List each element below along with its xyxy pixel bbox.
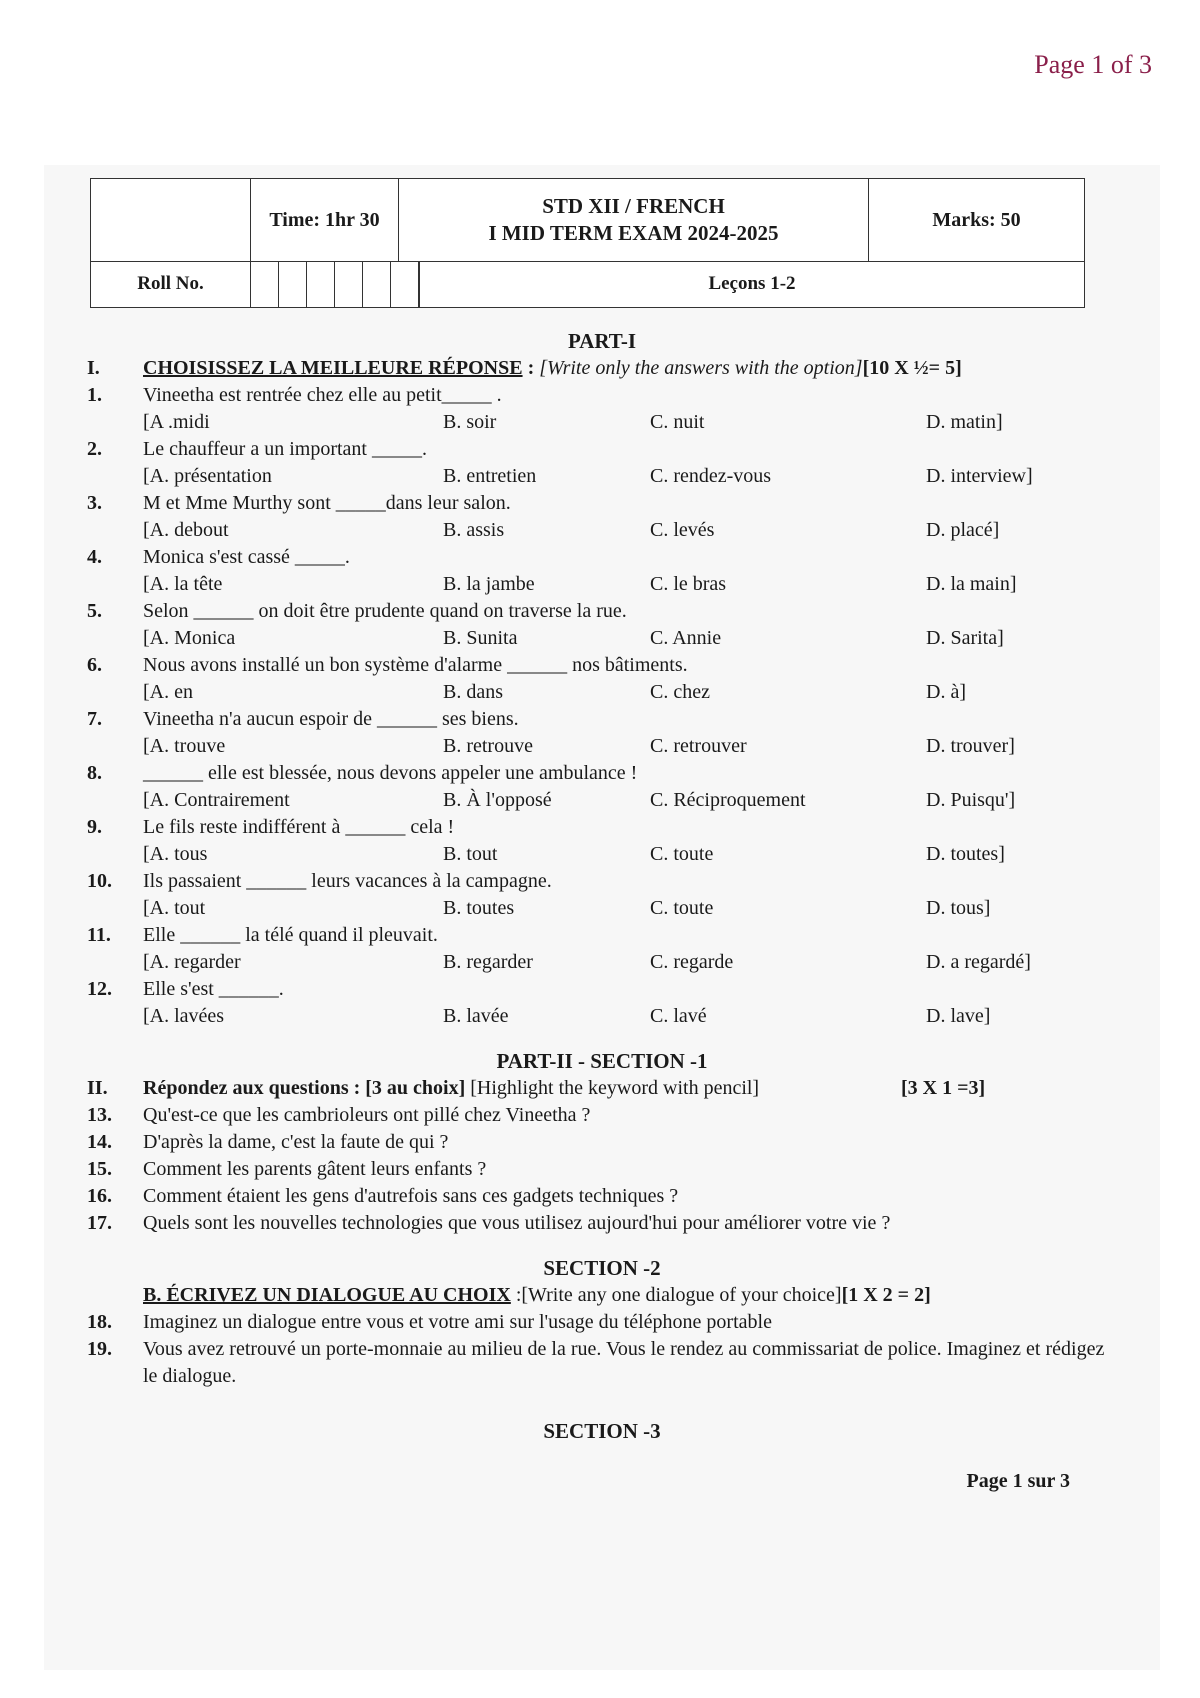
section2-instruction-marks: [1 X 2 = 2] xyxy=(841,1284,931,1306)
mcq-question xyxy=(87,922,1117,949)
mcq-options xyxy=(87,733,1117,760)
mcq-option[interactable]: [A. Contrairement xyxy=(143,789,290,811)
question-number: 11. xyxy=(87,924,111,946)
mcq-option[interactable]: D. lave] xyxy=(926,1005,991,1027)
roll-box[interactable] xyxy=(335,261,363,307)
part2-instruction-main: Répondez aux questions : [3 au choix] xyxy=(143,1077,466,1099)
question-number: 6. xyxy=(87,654,102,676)
exam-header-table xyxy=(90,178,1085,308)
mcq-options xyxy=(87,1003,1117,1030)
mcq-option[interactable]: B. la jambe xyxy=(443,573,535,595)
mcq-question xyxy=(87,544,1117,571)
mcq-option[interactable]: D. matin] xyxy=(926,411,1003,433)
mcq-question xyxy=(87,760,1117,787)
mcq-options xyxy=(87,571,1117,598)
mcq-option[interactable]: D. la main] xyxy=(926,573,1017,595)
header-blank-cell xyxy=(91,179,251,261)
question-text: Qu'est-ce que les cambrioleurs ont pillé chez Vineetha ? xyxy=(143,1104,591,1126)
mcq-list xyxy=(87,382,1117,1030)
question-number: 2. xyxy=(87,438,102,460)
mcq-question xyxy=(87,490,1117,517)
part1-roman: I. xyxy=(87,357,100,379)
roll-box[interactable] xyxy=(307,261,335,307)
mcq-option[interactable]: [A. tous xyxy=(143,843,208,865)
question-text: Vineetha est rentrée chez elle au petit_____ . xyxy=(143,384,502,406)
mcq-option[interactable]: B. À l'opposé xyxy=(443,789,552,811)
question-text: Ils passaient ______ leurs vacances à la campagne. xyxy=(143,870,552,892)
part2-instruction xyxy=(87,1075,1117,1102)
mcq-option[interactable]: C. Réciproquement xyxy=(650,789,806,811)
question-number: 16. xyxy=(87,1185,112,1207)
question-number: 17. xyxy=(87,1212,112,1234)
mcq-option[interactable]: C. nuit xyxy=(650,411,705,433)
mcq-option[interactable]: [A. lavées xyxy=(143,1005,225,1027)
page-counter: Page 1 of 3 xyxy=(1034,50,1152,79)
question-text: Comment étaient les gens d'autrefois sans ces gadgets techniques ? xyxy=(143,1185,679,1207)
roll-box[interactable] xyxy=(363,261,391,307)
mcq-option[interactable]: D. interview] xyxy=(926,465,1033,487)
mcq-option[interactable]: C. retrouver xyxy=(650,735,747,757)
mcq-option[interactable]: D. tous] xyxy=(926,897,991,919)
mcq-option[interactable]: C. lavé xyxy=(650,1005,707,1027)
question-text: D'après la dame, c'est la faute de qui ? xyxy=(143,1131,449,1153)
mcq-option[interactable]: C. rendez-vous xyxy=(650,465,772,487)
mcq-options xyxy=(87,463,1117,490)
mcq-option[interactable]: [A .midi xyxy=(143,411,210,433)
mcq-options xyxy=(87,787,1117,814)
part1-instruction-main: CHOISISSEZ LA MEILLEURE RÉPONSE xyxy=(143,357,523,379)
mcq-options xyxy=(87,841,1117,868)
mcq-option[interactable]: [A. en xyxy=(143,681,193,703)
mcq-option[interactable]: [A. Monica xyxy=(143,627,236,649)
mcq-option[interactable]: B. entretien xyxy=(443,465,537,487)
mcq-option[interactable]: [A. trouve xyxy=(143,735,226,757)
mcq-option[interactable]: [A. la tête xyxy=(143,573,223,595)
mcq-option[interactable]: D. Puisqu'] xyxy=(926,789,1016,811)
mcq-option[interactable]: C. regarde xyxy=(650,951,734,973)
exam-time: Time: 1hr 30 xyxy=(251,179,399,261)
question-text: Vineetha n'a aucun espoir de ______ ses biens. xyxy=(143,708,519,730)
question-number: 1. xyxy=(87,384,102,406)
mcq-option[interactable]: [A. présentation xyxy=(143,465,272,487)
mcq-option[interactable]: B. Sunita xyxy=(443,627,518,649)
mcq-options xyxy=(87,679,1117,706)
mcq-question xyxy=(87,652,1117,679)
part1-instruction-marks: [10 X ½= 5] xyxy=(862,357,962,379)
exam-content xyxy=(87,328,1117,1445)
mcq-option[interactable]: [A. debout xyxy=(143,519,229,541)
question-text: Le chauffeur a un important _____. xyxy=(143,438,427,460)
question-number: 8. xyxy=(87,762,102,784)
question-text: Vous avez retrouvé un porte-monnaie au milieu de la rue. Vous le rendez au commissariat de police. Imaginez et rédigez le dialogue. xyxy=(143,1338,1105,1387)
question-item xyxy=(87,1309,1117,1336)
mcq-option[interactable]: C. toute xyxy=(650,843,714,865)
exam-marks: Marks: 50 xyxy=(932,208,1021,231)
mcq-option[interactable]: B. assis xyxy=(443,519,505,541)
mcq-option[interactable]: D. Sarita] xyxy=(926,627,1004,649)
mcq-option[interactable]: B. tout xyxy=(443,843,498,865)
exam-title-line1: STD XII / FRENCH xyxy=(542,194,725,218)
roll-box[interactable] xyxy=(391,261,419,307)
question-item xyxy=(87,1336,1117,1390)
mcq-question xyxy=(87,382,1117,409)
question-text: Quels sont les nouvelles technologies que vous utilisez aujourd'hui pour améliorer votre vie ? xyxy=(143,1212,891,1234)
question-number: 15. xyxy=(87,1158,112,1180)
mcq-question xyxy=(87,868,1117,895)
part2-instruction-note: [Highlight the keyword with pencil] xyxy=(465,1077,760,1099)
roll-box[interactable] xyxy=(251,261,279,307)
part2-instruction-marks: [3 X 1 =3] xyxy=(901,1077,986,1099)
mcq-options xyxy=(87,409,1117,436)
roll-box[interactable] xyxy=(279,261,307,307)
question-number: 14. xyxy=(87,1131,112,1153)
mcq-option[interactable]: B. retrouve xyxy=(443,735,533,757)
mcq-option[interactable]: B. dans xyxy=(443,681,503,703)
question-item xyxy=(87,1102,1117,1129)
mcq-option[interactable]: D. toutes] xyxy=(926,843,1005,865)
question-text: M et Mme Murthy sont _____dans leur salon. xyxy=(143,492,511,514)
mcq-option[interactable]: D. à] xyxy=(926,681,966,703)
section3-heading: SECTION -3 xyxy=(543,1419,661,1443)
exam-title xyxy=(399,179,869,261)
question-text: Nous avons installé un bon système d'alarme ______ nos bâtiments. xyxy=(143,654,688,676)
mcq-option[interactable]: B. regarder xyxy=(443,951,533,973)
mcq-option[interactable]: B. toutes xyxy=(443,897,515,919)
question-item xyxy=(87,1210,1117,1237)
section2-instruction xyxy=(87,1282,1117,1309)
mcq-option[interactable]: C. Annie xyxy=(650,627,722,649)
mcq-option[interactable]: C. levés xyxy=(650,519,715,541)
question-text: Comment les parents gâtent leurs enfants ? xyxy=(143,1158,487,1180)
question-number: 18. xyxy=(87,1311,112,1333)
mcq-question xyxy=(87,598,1117,625)
section2-instruction-main: B. ÉCRIVEZ UN DIALOGUE AU CHOIX xyxy=(143,1284,511,1306)
roll-number-boxes[interactable] xyxy=(251,261,419,307)
mcq-options xyxy=(87,895,1117,922)
exam-title-line2: I MID TERM EXAM 2024-2025 xyxy=(488,221,779,245)
mcq-option[interactable]: C. chez xyxy=(650,681,710,703)
question-item xyxy=(87,1129,1117,1156)
mcq-question xyxy=(87,436,1117,463)
mcq-options xyxy=(87,625,1117,652)
mcq-option[interactable]: C. le bras xyxy=(650,573,727,595)
roll-number-label: Roll No. xyxy=(91,261,251,307)
section2-question-list xyxy=(87,1309,1117,1390)
question-number: 9. xyxy=(87,816,102,838)
question-number: 7. xyxy=(87,708,102,730)
question-number: 10. xyxy=(87,870,112,892)
question-item xyxy=(87,1183,1117,1210)
question-number: 19. xyxy=(87,1338,112,1360)
part2-question-list xyxy=(87,1102,1117,1237)
question-text: Le fils reste indifférent à ______ cela ! xyxy=(143,816,455,838)
mcq-option[interactable]: D. placé] xyxy=(926,519,1000,541)
question-text: Monica s'est cassé _____. xyxy=(143,546,350,568)
part1-instruction-note: [Write only the answers with the option] xyxy=(539,357,863,379)
part1-heading: PART-I xyxy=(567,329,637,353)
question-number: 5. xyxy=(87,600,102,622)
question-number: 12. xyxy=(87,978,112,1000)
question-text: Imaginez un dialogue entre vous et votre ami sur l'usage du téléphone portable xyxy=(143,1311,772,1333)
question-item xyxy=(87,1156,1117,1183)
mcq-option[interactable]: B. lavée xyxy=(443,1005,509,1027)
mcq-option[interactable]: [A. tout xyxy=(143,897,206,919)
question-text: Elle ______ la télé quand il pleuvait. xyxy=(143,924,438,946)
mcq-options xyxy=(87,949,1117,976)
mcq-option[interactable]: D. trouver] xyxy=(926,735,1015,757)
question-text: ______ elle est blessée, nous devons appeler une ambulance ! xyxy=(143,762,638,784)
section2-heading: SECTION -2 xyxy=(543,1256,661,1280)
part1-instruction-colon: : xyxy=(522,357,540,379)
question-text: Selon ______ on doit être prudente quand on traverse la rue. xyxy=(143,600,627,622)
question-text: Elle s'est ______. xyxy=(143,978,284,1000)
part1-instruction xyxy=(87,355,1117,382)
mcq-question xyxy=(87,814,1117,841)
mcq-option[interactable]: B. soir xyxy=(443,411,497,433)
mcq-options xyxy=(87,517,1117,544)
part2-roman: II. xyxy=(87,1077,108,1099)
page-footer: Page 1 sur 3 xyxy=(966,1470,1070,1492)
lessons-label: Leçons 1-2 xyxy=(419,261,1084,307)
section2-instruction-note: :[Write any one dialogue of your choice] xyxy=(510,1284,842,1306)
question-number: 13. xyxy=(87,1104,112,1126)
question-number: 3. xyxy=(87,492,102,514)
question-number: 4. xyxy=(87,546,102,568)
mcq-question xyxy=(87,706,1117,733)
part2-heading: PART-II - SECTION -1 xyxy=(496,1049,708,1073)
mcq-option[interactable]: D. a regardé] xyxy=(926,951,1031,973)
mcq-option[interactable]: C. toute xyxy=(650,897,714,919)
mcq-question xyxy=(87,976,1117,1003)
mcq-option[interactable]: [A. regarder xyxy=(143,951,241,973)
